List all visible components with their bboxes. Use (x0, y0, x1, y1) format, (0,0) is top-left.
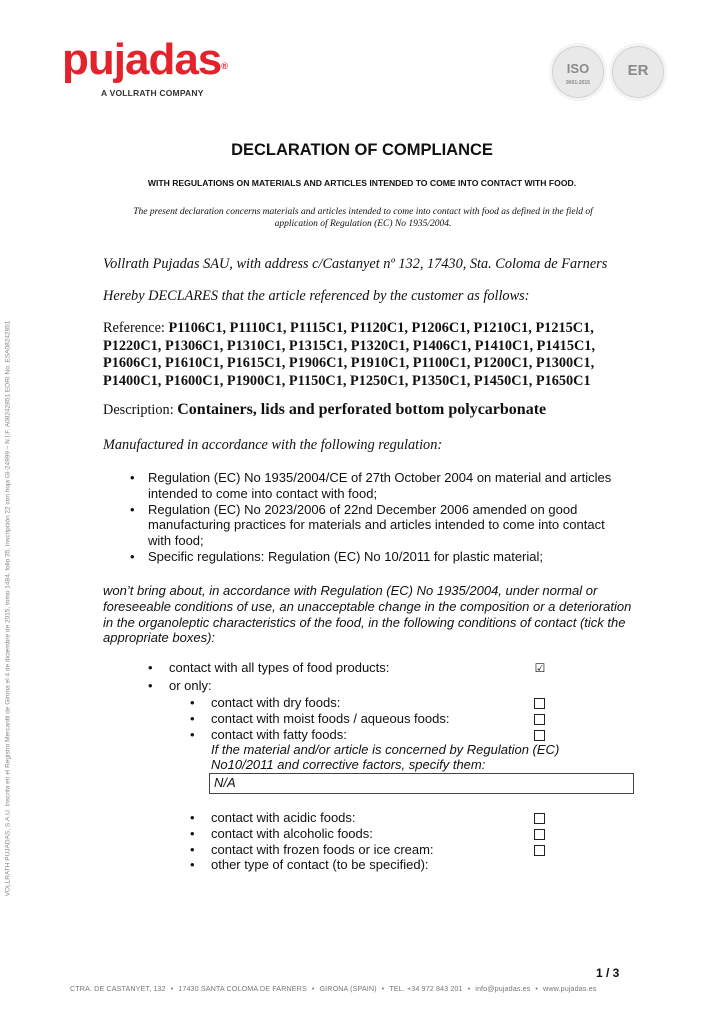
manufactured-line: Manufactured in accordance with the following regulation: (103, 437, 443, 453)
bullet: • (148, 660, 153, 675)
contact-moist-checkbox[interactable] (534, 714, 545, 725)
footer-separator: • (381, 984, 385, 993)
description-label: Description: (103, 402, 178, 418)
regulation-item: • Regulation (EC) No 1935/2004/CE of 27th October 2004 on material and articles intended to come into contact with food; (126, 470, 626, 502)
bullet: • (148, 678, 153, 693)
contact-frozen-label: contact with frozen foods or ice cream: (211, 842, 434, 857)
fatty-note-line-1: If the material and/or article is concerned by Regulation (EC) (211, 742, 560, 757)
bullet: • (190, 857, 195, 872)
footer-city: 17430 SANTA COLOMA DE FARNERS (178, 984, 307, 993)
footer-separator: • (467, 984, 471, 993)
regulations-list (126, 470, 626, 565)
page-number: 1 / 3 (596, 966, 620, 980)
footer-address: CTRA. DE CASTANYET, 132 (70, 984, 166, 993)
reference-block (103, 320, 623, 390)
footer-separator: • (311, 984, 315, 993)
iso-badge-sub: 9001:2015 (566, 80, 590, 86)
reference-line-3: P1606C1, P1610C1, P1615C1, P1906C1, P1910C1, P1100C1, P1200C1, P1300C1, (103, 355, 595, 372)
or-only-label: or only: (169, 678, 212, 693)
corrective-factors-value: N/A (214, 775, 236, 790)
contact-other-label: other type of contact (to be specified): (211, 857, 429, 872)
contact-moist-label: contact with moist foods / aqueous foods: (211, 711, 450, 726)
contact-alcoholic-label: contact with alcoholic foods: (211, 826, 373, 841)
bullet: • (190, 842, 195, 857)
er-badge-label: ER (627, 62, 649, 79)
document-title: DECLARATION OF COMPLIANCE (231, 141, 493, 159)
company-address-line: Vollrath Pujadas SAU, with address c/Castanyet nº 132, 17430, Sta. Coloma de Farners (103, 256, 608, 272)
contact-all-types-label: contact with all types of food products: (169, 660, 390, 675)
footer-region: GIRONA (SPAIN) (319, 984, 377, 993)
contact-frozen-checkbox[interactable] (534, 845, 545, 856)
iso-badge-label: ISO (566, 61, 590, 76)
contact-alcoholic-checkbox[interactable] (534, 829, 545, 840)
reference-line-4: P1400C1, P1600C1, P1900C1, P1150C1, P1250C1, P1350C1, P1450C1, P1650C1 (103, 372, 591, 389)
reference-line-1: P1106C1, P1110C1, P1115C1, P1120C1, P1206C1, P1210C1, P1215C1, (168, 320, 594, 336)
description-block (103, 401, 546, 419)
footer-separator: • (535, 984, 539, 993)
bullet: • (190, 727, 195, 742)
bullet: • (190, 711, 195, 726)
regulation-item: • Specific regulations: Regulation (EC) No 10/2011 for plastic material; (126, 549, 626, 565)
intro-paragraph: The present declaration concerns materials and articles intended to come into contact with food as defined in the field of application of Regulation (EC) No 1935/2004. (133, 207, 593, 229)
contact-fatty-checkbox[interactable] (534, 730, 545, 741)
contact-acidic-checkbox[interactable] (534, 813, 545, 824)
er-certification-badge (612, 46, 664, 98)
side-registry-text: VOLLRATH PUJADAS, S.A.U. Inscrita en el Registro Mercantil de Girona el 4 de diciembre de 2015, tomo 1484, folio 35, inscripción 22 con hoja GI-24999 – N.I.F. A08242851 EORI No. ESA08242851 (4, 320, 12, 897)
footer-website-link[interactable]: www.pujadas.es (543, 984, 597, 993)
bullet: • (190, 695, 195, 710)
footer-address-bar (70, 984, 596, 993)
footer-phone: TEL. +34 972 843 201 (389, 984, 463, 993)
footer-email-link[interactable]: info@pujadas.es (475, 984, 531, 993)
reference-label: Reference: (103, 320, 169, 336)
iso-certification-badge (552, 46, 604, 98)
logo-tagline: A VOLLRATH COMPANY (101, 88, 204, 98)
reference-line-2: P1220C1, P1306C1, P1310C1, P1315C1, P1320C1, P1406C1, P1410C1, P1415C1, (103, 337, 596, 354)
contact-all-types-checkbox[interactable]: ☑ (534, 661, 546, 675)
contact-fatty-label: contact with fatty foods: (211, 727, 347, 742)
corrective-factors-field[interactable] (209, 773, 634, 794)
fatty-note-line-2: No10/2011 and corrective factors, specify them: (211, 757, 486, 772)
logo-text: pujadas (62, 35, 222, 84)
contact-dry-label: contact with dry foods: (211, 695, 341, 710)
contact-acidic-label: contact with acidic foods: (211, 810, 356, 825)
document-subtitle: WITH REGULATIONS ON MATERIALS AND ARTICLES INTENDED TO COME INTO CONTACT WITH FOOD. (147, 178, 577, 188)
conditions-paragraph: won’t bring about, in accordance with Regulation (EC) No 1935/2004, under normal or foreseeable conditions of use, an unacceptable change in the composition or a deterioration in the organoleptic characteristics of the food, in the following conditions of contact (tick the appropriate boxes): (103, 583, 632, 646)
description-value: Containers, lids and perforated bottom polycarbonate (177, 401, 547, 418)
contact-dry-checkbox[interactable] (534, 698, 545, 709)
bullet: • (190, 826, 195, 841)
company-logo (62, 35, 227, 84)
regulation-item: • Regulation (EC) No 2023/2006 of 22nd December 2006 amended on good manufacturing practices for materials and articles intended to come into contact with food; (126, 502, 626, 549)
footer-separator: • (170, 984, 174, 993)
declares-line: Hereby DECLARES that the article referenced by the customer as follows: (103, 288, 530, 304)
logo-registered-mark: ® (221, 61, 227, 71)
bullet: • (190, 810, 195, 825)
